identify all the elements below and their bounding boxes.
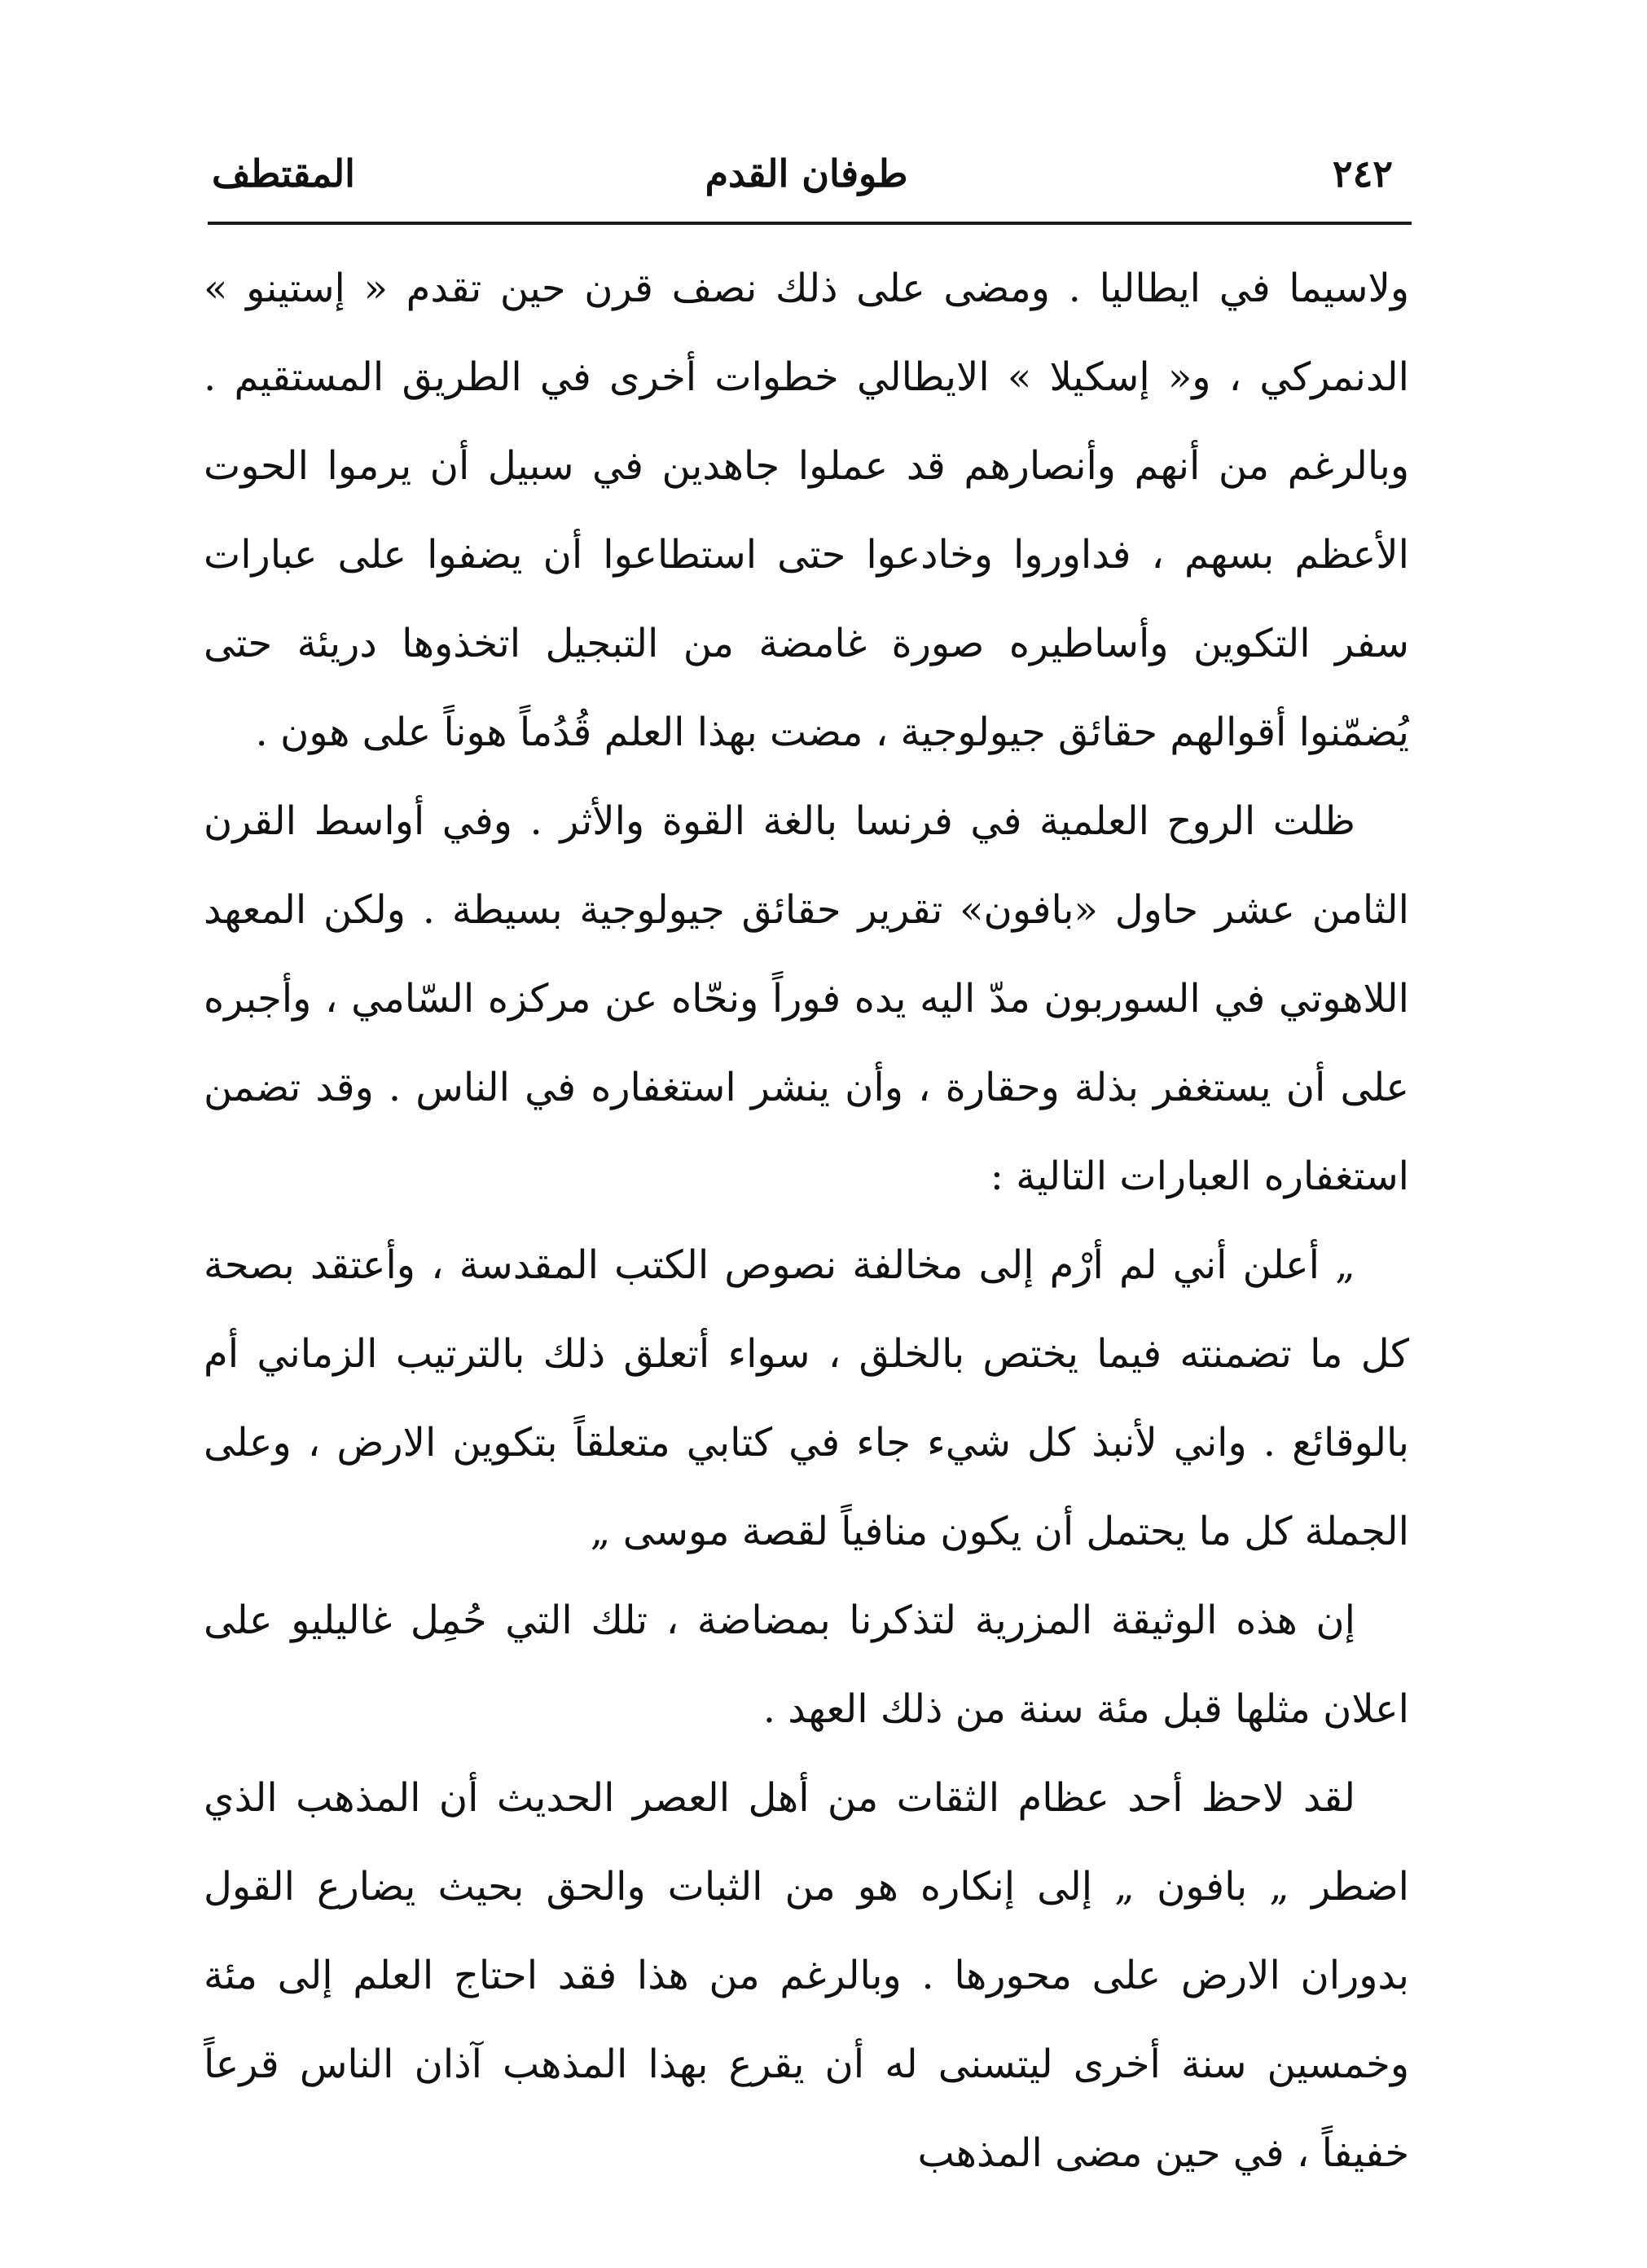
page-header bbox=[204, 134, 1409, 216]
running-title: طوفان القدم bbox=[705, 152, 908, 196]
body-text bbox=[204, 244, 1409, 2232]
page-number: ٢٤٢ bbox=[1332, 152, 1393, 196]
header-rule bbox=[208, 222, 1412, 225]
journal-name: المقتطف bbox=[212, 152, 355, 196]
paragraph-3-quotation: „ أعلن أني لم أرْم إلى مخالفة نصوص الكتب المقدسة ، وأعتقد بصحة كل ما تضمنته فيما يختص بالخلق ، سواء أتعلق ذلك بالترتيب الزماني أم بالوقائع . واني لأنبذ كل شيء جاء في كتابي متعلقاً بتكوين الارض ، وعلى الجملة كل ما يحتمل أن يكون منافياً لقصة موسى „ bbox=[204, 1242, 1409, 1554]
paragraph-2: ظلت الروح العلمية في فرنسا بالغة القوة والأثر . وفي أواسط القرن الثامن عشر حاول «بافون» تقرير حقائق جيولوجية بسيطة . ولكن المعهد اللاهوتي في السوربون مدّ اليه يده فوراً ونحّاه عن مركزه السّامي ، وأجبره على أن يستغفر بذلة وحقارة ، وأن ينشر استغفاره في الناس . وقد تضمن استغفاره العبارات التالية : bbox=[204, 798, 1409, 1199]
paragraph-4: إن هذه الوثيقة المزرية لتذكرنا بمضاضة ، تلك التي حُمِل غاليليو على اعلان مثلها قبل مئة سنة من ذلك العهد . bbox=[204, 1598, 1409, 1732]
paragraph-1: ولاسيما في ايطاليا . ومضى على ذلك نصف قرن حين تقدم « إستينو » الدنمركي ، و« إسكيلا » الايطالي خطوات أخرى في الطريق المستقيم . وبالرغم من أنهم وأنصارهم قد عملوا جاهدين في سبيل أن يرموا الحوت الأعظم بسهم ، فداوروا وخادعوا حتى استطاعوا أن يضفوا على عبارات سفر التكوين وأساطيره صورة غامضة من التبجيل اتخذوها دريئة حتى يُضمّنوا أقوالهم حقائق جيولوجية ، مضت بهذا العلم قُدُماً هوناً على هون . bbox=[204, 266, 1409, 755]
paragraph-5: لقد لاحظ أحد عظام الثقات من أهل العصر الحديث أن المذهب الذي اضطر „ بافون „ إلى إنكاره هو من الثبات والحق بحيث يضارع القول بدوران الارض على محورها . وبالرغم من هذا فقد احتاج العلم إلى مئة وخمسين سنة أخرى ليتسنى له أن يقرع بهذا المذهب آذان الناس قرعاً خفيفاً ، في حين مضى المذهب bbox=[204, 1775, 1409, 2176]
